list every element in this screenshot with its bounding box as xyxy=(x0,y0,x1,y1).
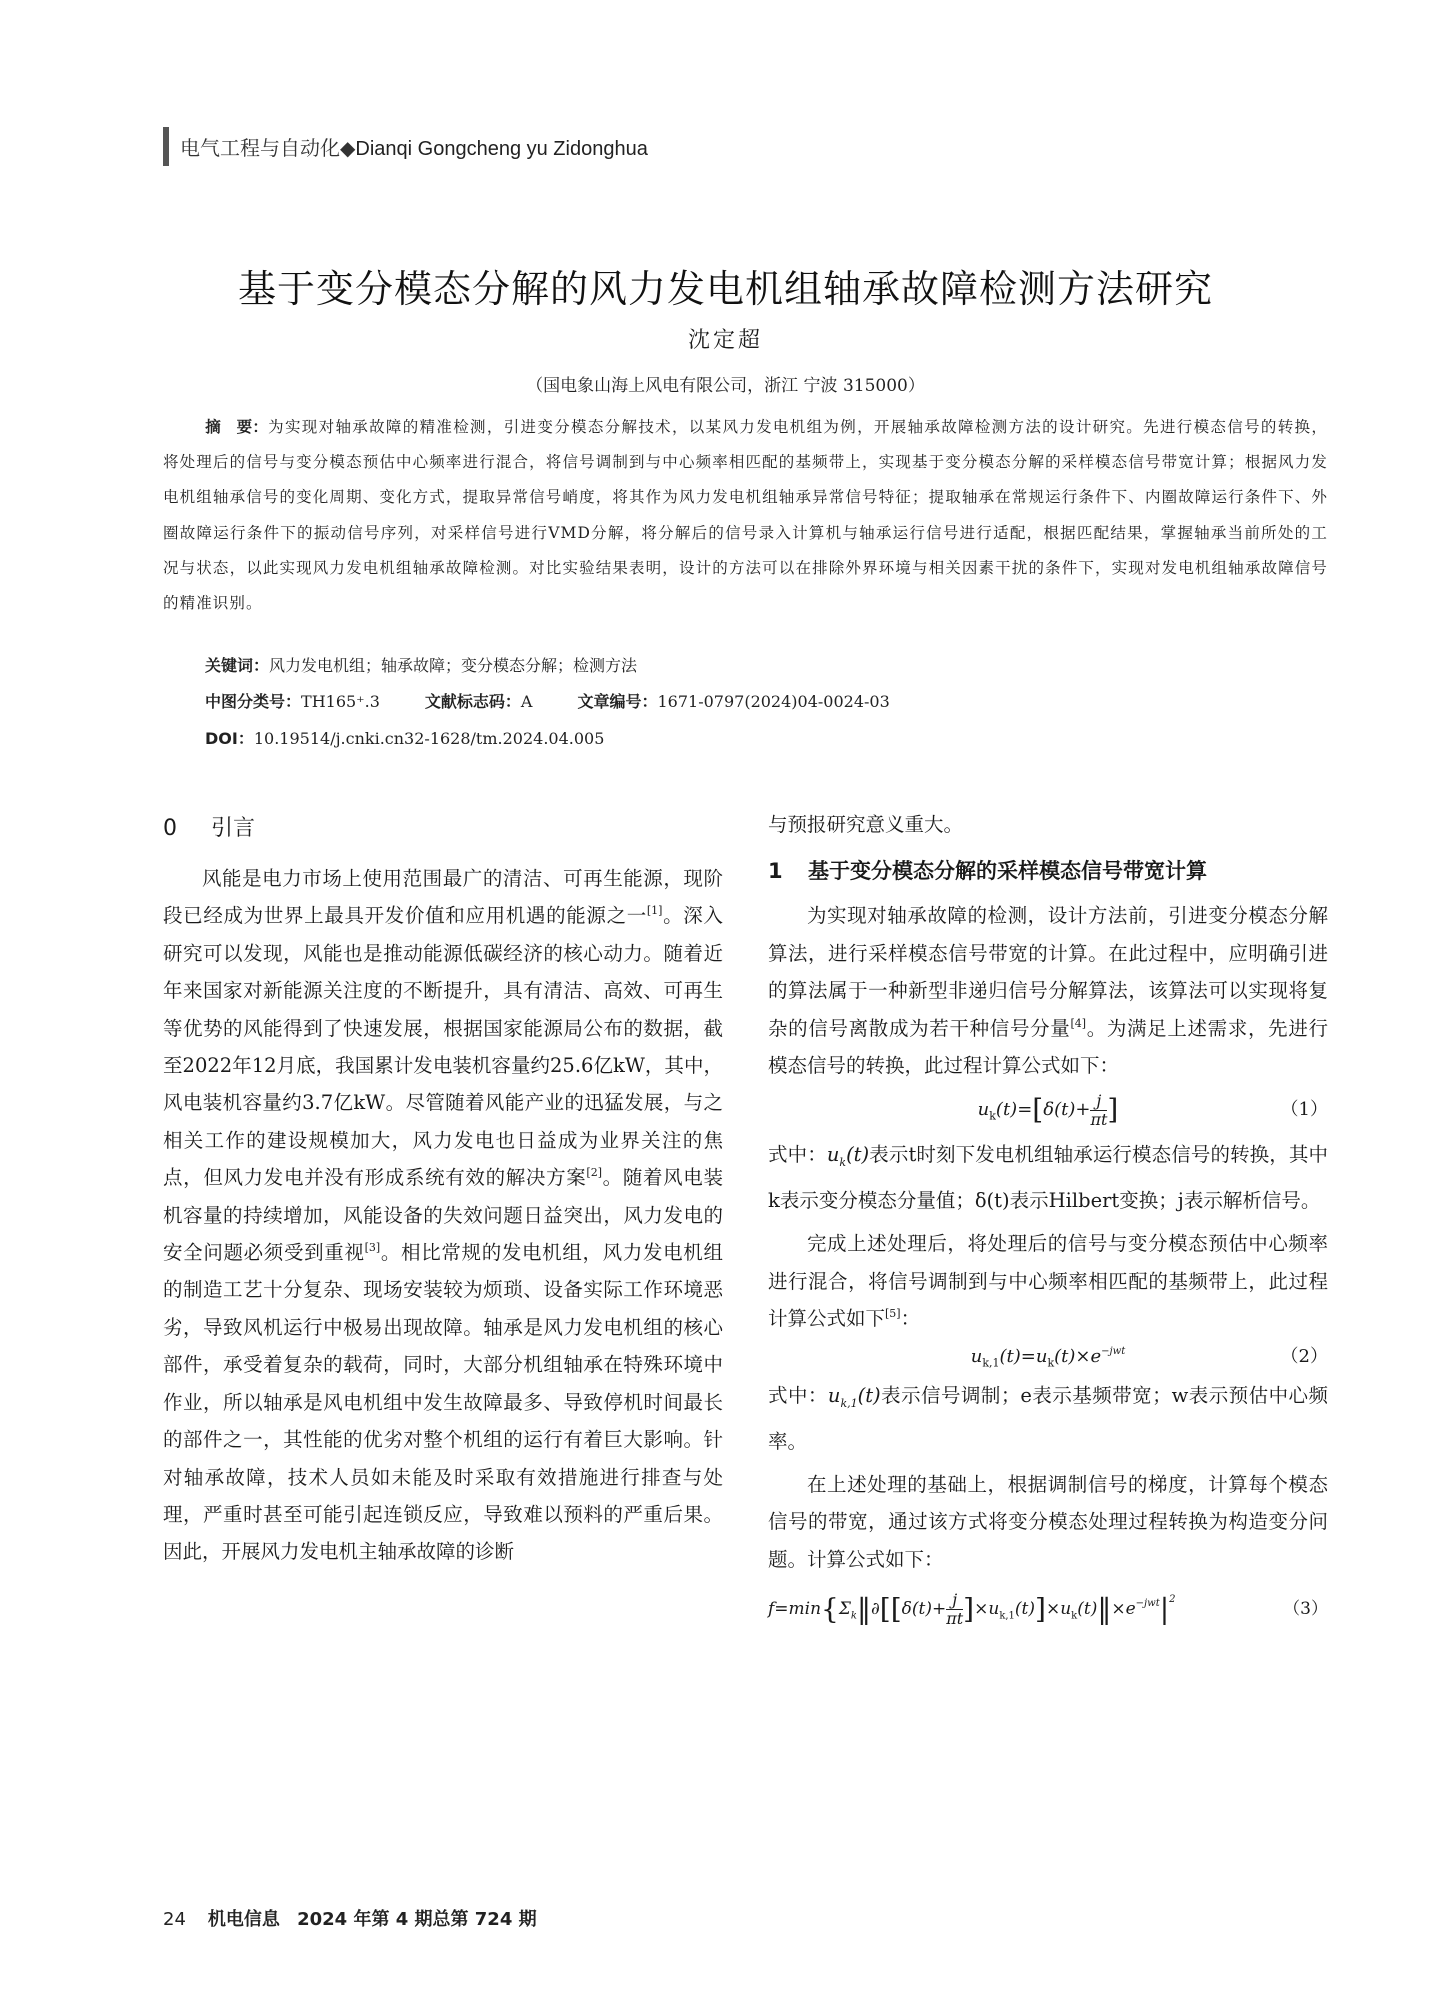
clc-value: TH165⁺.3 xyxy=(301,692,380,711)
equation-3-number: （3） xyxy=(1283,1599,1328,1620)
section-0-paragraph xyxy=(163,860,723,1571)
author: 沈定超 xyxy=(687,328,763,353)
right-column xyxy=(768,806,1328,1640)
section-0-heading xyxy=(163,806,723,852)
paragraph-text: 。随着风电装机容量的持续增加，风能设备的失效问题日益突出，风力发电的安全问题必须受到重视 xyxy=(163,1166,723,1265)
paragraph-text: 。相比常规的发电机组，风力发电机组的制造工艺十分复杂、现场安装较为烦琐、设备实际工作环境恶劣，导致风机运行中极易出现故障。轴承是风力发电机组的核心部件，承受着复杂的载荷，同时，大部分机组轴承在特殊环境中作业，所以轴承是风电机组中发生故障最多、导致停机时间最长的部件之一，其性能的优劣对整个机组的运行有着巨大影响。针对轴承故障，技术人员如未能及时采取有效措施进行排查与处理，严重时甚至可能引起连锁反应，导致难以预料的严重后果。因此，开展风力发电机主轴承故障的诊断 xyxy=(163,1241,723,1564)
section-0-title: 引言 xyxy=(211,816,256,841)
section-1-paragraph-2 xyxy=(768,1225,1328,1337)
affiliation: （国电象山海上风电有限公司，浙江 宁波 315000） xyxy=(526,376,925,396)
article-no-label: 文章编号： xyxy=(577,692,658,711)
left-column xyxy=(163,806,723,1571)
classification-line xyxy=(205,689,890,712)
header-bar xyxy=(163,127,169,166)
equation-2-number: （2） xyxy=(1280,1346,1328,1368)
clc-label: 中图分类号： xyxy=(205,692,302,711)
equation-1-description: 式中：$u_k(t)$表示t时刻下发电机组轴承运行模态信号的转换，其中k表示变分模态分量值；δ(t)表示Hilbert变换；j表示解析信号。 xyxy=(768,1143,1328,1212)
paragraph-text: 表示t时刻下发电机组轴承运行模态信号的转换，其中k表示变分模态分量值；δ(t)表示Hilbert变换；j表示解析信号。 xyxy=(768,1143,1328,1212)
doi-value: 10.19514/j.cnki.cn32-1628/tm.2024.04.005 xyxy=(253,729,605,748)
running-header xyxy=(180,132,648,161)
citation: [3] xyxy=(364,1241,381,1255)
abstract xyxy=(163,410,1328,621)
citation: [5] xyxy=(885,1306,901,1320)
citation: [4] xyxy=(1070,1016,1087,1030)
section-1-number: 1 xyxy=(768,859,783,884)
keywords-label: 关键词： xyxy=(205,656,270,675)
section-1-heading xyxy=(768,849,1328,893)
page-footer xyxy=(163,1905,537,1931)
paragraph-text: 。深入研究可以发现，风能也是推动能源低碳经济的核心动力。随着近年来国家对新能源关注度的不断提升，具有清洁、高效、可再生等优势的风能得到了快速发展，根据国家能源局公布的数据，截至2022年12月底，我国累计发电装机容量约25.6亿kW，其中，风电装机容量约3.7亿kW。尽管随着风能产业的迅猛发展，与之相关工作的建设规模加大，风力发电也日益成为业界关注的焦点，但风力发电并没有形成系统有效的解决方案 xyxy=(163,904,723,1190)
paragraph-text: 完成上述处理后，将处理后的信号与变分模态预估中心频率进行混合，将信号调制到与中心频率相匹配的基频带上，此过程计算公式如下 xyxy=(768,1232,1328,1330)
equation-1: $u_k(t)=[\delta(t)+$ $\frac{j}{\pi t}$ ] （1） xyxy=(768,1084,1328,1136)
equation-3: $f=\min\{\Sigma_k‖\partial[[\delta(t)+$ $\frac{j}{\pi t}$ ]$\times u_{k,1}(t)]\times u_k(t)‖\times e^{-jwt}|^2$ （3） xyxy=(768,1578,1328,1640)
keywords-text: 风力发电机组；轴承故障；变分模态分解；检测方法 xyxy=(269,656,638,675)
citation: [2] xyxy=(586,1166,602,1180)
paragraph-text: 式中： xyxy=(768,1143,827,1167)
paragraph-text: 风能是电力市场上使用范围最广的清洁、可再生能源，现阶段已经成为世界上最具开发价值和应用机遇的能源之一 xyxy=(163,867,723,928)
paragraph-text: 。为满足上述需求，先进行模态信号的转换，此过程计算公式如下： xyxy=(768,1016,1328,1078)
continued-text: 与预报研究意义重大。 xyxy=(768,813,964,836)
citation: [1] xyxy=(646,904,663,918)
equation-1-number: （1） xyxy=(1280,1099,1328,1121)
abstract-text: 为实现对轴承故障的精准检测，引进变分模态分解技术，以某风力发电机组为例，开展轴承故障检测方法的设计研究。先进行模态信号的转换，将处理后的信号与变分模态预估中心频率进行混合，将信号调制到与中心频率相匹配的基频带上，实现基于变分模态分解的采样模态信号带宽计算；根据风力发电机组轴承信号的变化周期、变化方式，提取异常信号峭度，将其作为风力发电机组轴承异常信号特征；提取轴承在常规运行条件下、内圈故障运行条件下、外圈故障运行条件下的振动信号序列，对采样信号进行VMD分解，将分解后的信号录入计算机与轴承运行信号进行适配，根据匹配结果，掌握轴承当前所处的工况与状态，以此实现风力发电机组轴承故障检测。对比实验结果表明，设计的方法可以在排除外界环境与相关因素干扰的条件下，实现对发电机组轴承故障信号的精准识别。 xyxy=(163,418,1328,613)
section-1-paragraph-3: 在上述处理的基础上，根据调制信号的梯度，计算每个模态信号的带宽，通过该方式将变分模态处理过程转换为构造变分问题。计算公式如下： xyxy=(768,1473,1328,1571)
issue-info: 2024 年第 4 期总第 724 期 xyxy=(297,1909,537,1930)
diamond-icon: ◆ xyxy=(340,136,356,160)
paper-title: 基于变分模态分解的风力发电机组轴承故障检测方法研究 xyxy=(237,267,1213,311)
paragraph-text: 为实现对轴承故障的检测，设计方法前，引进变分模态分解算法，进行采样模态信号带宽的计算。在此过程中，应明确引进的算法属于一种新型非递归信号分解算法，该算法可以实现将复杂的信号离散成为若干种信号分量 xyxy=(768,904,1328,1040)
page-number: 24 xyxy=(163,1909,186,1930)
abstract-label: 摘 要： xyxy=(205,418,269,436)
doi-line xyxy=(205,726,604,749)
doc-code-label: 文献标志码： xyxy=(424,692,521,711)
doc-code-value: A xyxy=(520,692,533,711)
running-header-en: Dianqi Gongcheng yu Zidonghua xyxy=(355,138,648,160)
section-1-title: 基于变分模态分解的采样模态信号带宽计算 xyxy=(808,859,1207,884)
equation-2-description: 式中：$u_{k,1}(t)$表示信号调制；e表示基频带宽；w表示预估中心频率。 xyxy=(768,1384,1328,1453)
equation-2: $u_{k,1}(t)=u_k(t)\times e^{-jwt}$ （2） xyxy=(768,1337,1328,1377)
article-no-value: 1671-0797(2024)04-0024-03 xyxy=(657,692,890,711)
paragraph-text: ： xyxy=(900,1306,921,1330)
journal-name: 机电信息 xyxy=(207,1909,280,1930)
running-header-cn: 电气工程与自动化 xyxy=(180,136,340,160)
doi-label: DOI： xyxy=(205,729,254,748)
section-0-number: 0 xyxy=(163,816,177,841)
paragraph-text: 表示信号调制；e表示基频带宽；w表示预估中心频率。 xyxy=(768,1384,1328,1453)
keywords xyxy=(205,653,637,676)
section-1-paragraph-1 xyxy=(768,897,1328,1084)
